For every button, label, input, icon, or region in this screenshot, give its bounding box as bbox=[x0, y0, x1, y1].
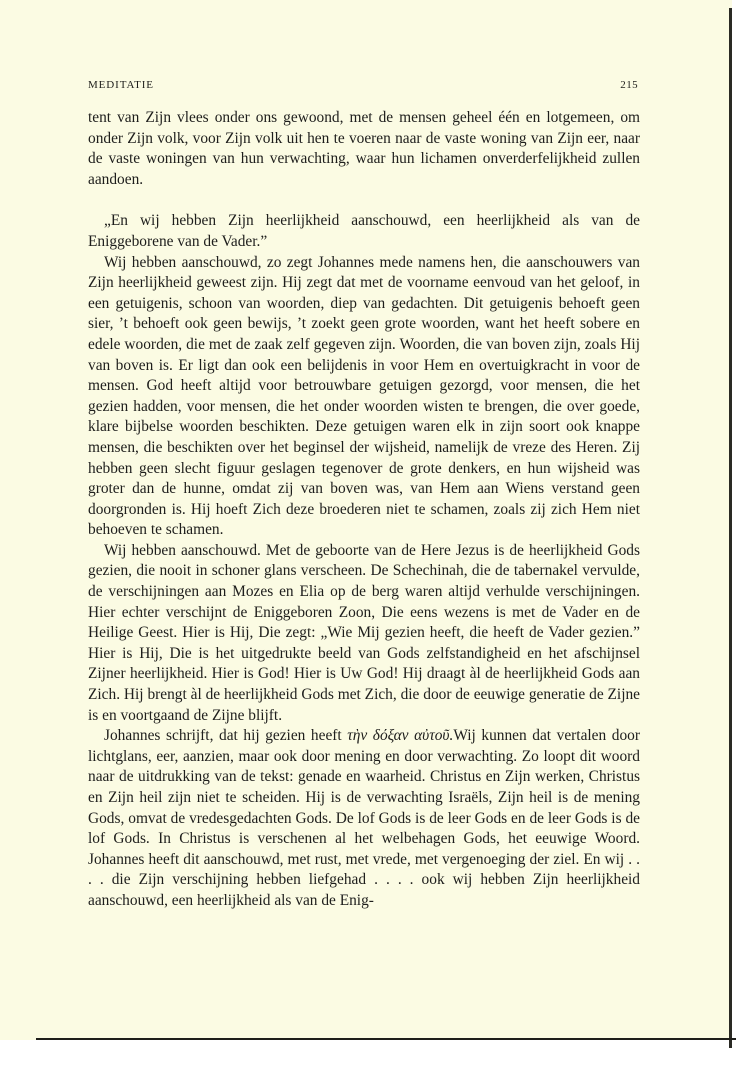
paragraph: Wij hebben aanschouwd, zo zegt Johannes mede namens hen, die aanschouwers van Zijn heerlijkheid geweest zijn. Hij zegt dat met de voorname eenvoud van het geloof, in een getuigenis, schoon van woorden, diep van gedachten. Dit getuigenis behoeft geen sier, ’t behoeft ook geen bewijs, ’t zoekt geen grote woorden, want het heeft sobere en edele woorden, die met de zaak zelf gegeven zijn. Woorden, die van boven zijn, zoals Hij van boven is. Er ligt dan ook een belijdenis in voor Hem en overtuigkracht in voor de mensen. God heeft altijd voor betrouwbare getuigen gezorgd, voor mensen, die het gezien hadden, voor mensen, die het onder woorden wisten te brengen, die over goede, klare bijbelse woorden beschikten. Deze getuigen waren elk in zijn soort ook knappe mensen, die beschikten over het beginsel der wijsheid, namelijk de vreze des Heren. Zij hebben geen slecht figuur geslagen tegenover de grote denkers, en hun wijsheid was groter dan de hunne, omdat zij van boven was, van Hem aan Wiens verstand geen doorgronden is. Hij hoeft Zich deze broederen niet te schamen, zoals zij zich Hem niet behoeven te schamen. bbox=[88, 253, 640, 539]
body-text bbox=[88, 108, 640, 912]
page-header bbox=[88, 79, 638, 95]
paragraph-text: Johannes schrijft, dat hij gezien heeft bbox=[104, 727, 348, 745]
paragraph-greek bbox=[88, 726, 640, 911]
greek-phrase: τὴν δόξαν αὐτοῦ. bbox=[347, 727, 454, 745]
paragraph-text: Wij kunnen dat vertalen door lichtglans, eer, aanzien, maar ook door mening en door verwachting. Zo loopt dit woord naar de uitdrukking van de tekst: genade en waarheid. Christus en Zijn werken, Christus en Zijn heil zijn niet te scheiden. Hij is de verwachting Israëls, Zijn heil is de mening Gods, omvat de vredesgedachten Gods. De lof Gods is de leer Gods en de leer Gods is de lof Gods. In Christus is verschenen al het welbehagen Gods, het eeuwige Woord. Johannes heeft dit aanschouwd, met rust, met vrede, met vergenoeging der ziel. En wij . . . . die Zijn verschijning hebben liefgehad . . . . ook wij hebben Zijn heerlijkheid aanschouwd, een heerlijkheid als van de Enig- bbox=[88, 727, 640, 909]
page-number: 215 bbox=[620, 79, 638, 91]
paragraph: tent van Zijn vlees onder ons gewoond, met de mensen geheel één en lotgemeen, om onder Zijn volk, voor Zijn volk uit hen te voeren naar de vaste woning van Zijn eer, naar de vaste woningen van hun verwachting, waar hun lichamen onverderfelijkheid zullen aandoen. bbox=[88, 109, 640, 188]
paragraph-quote: „En wij hebben Zijn heerlijkheid aanschouwd, een heerlijkheid als van de Eniggeborene van de Vader.” bbox=[88, 212, 640, 250]
bottom-edge-rule bbox=[36, 1038, 736, 1040]
paragraph: Wij hebben aanschouwd. Met de geboorte van de Here Jezus is de heerlijkheid Gods gezien, die nooit in schoner glans verscheen. De Schechinah, die de tabernakel vervulde, de verschijningen aan Mozes en Elia op de berg waren altijd verhulde verschijningen. Hier echter verschijnt de Eniggeboren Zoon, Die eens wezens is met de Vader en de Heilige Geest. Hier is Hij, Die zegt: „Wie Mij gezien heeft, die heeft de Vader gezien.” Hier is Hij, Die is het uitgedrukte beeld van Gods zelfstandigheid en het afschijnsel Zijner heerlijkheid. Hier is God! Hier is Uw God! Hij draagt àl de heerlijkheid Gods aan Zich. Hij brengt àl de heerlijkheid Gods met Zich, die door de eeuwige generatie de Zijne is en voortgaand de Zijne blijft. bbox=[88, 541, 640, 724]
page-edge-shadow bbox=[729, 8, 732, 1048]
running-head: MEDITATIE bbox=[88, 79, 154, 91]
